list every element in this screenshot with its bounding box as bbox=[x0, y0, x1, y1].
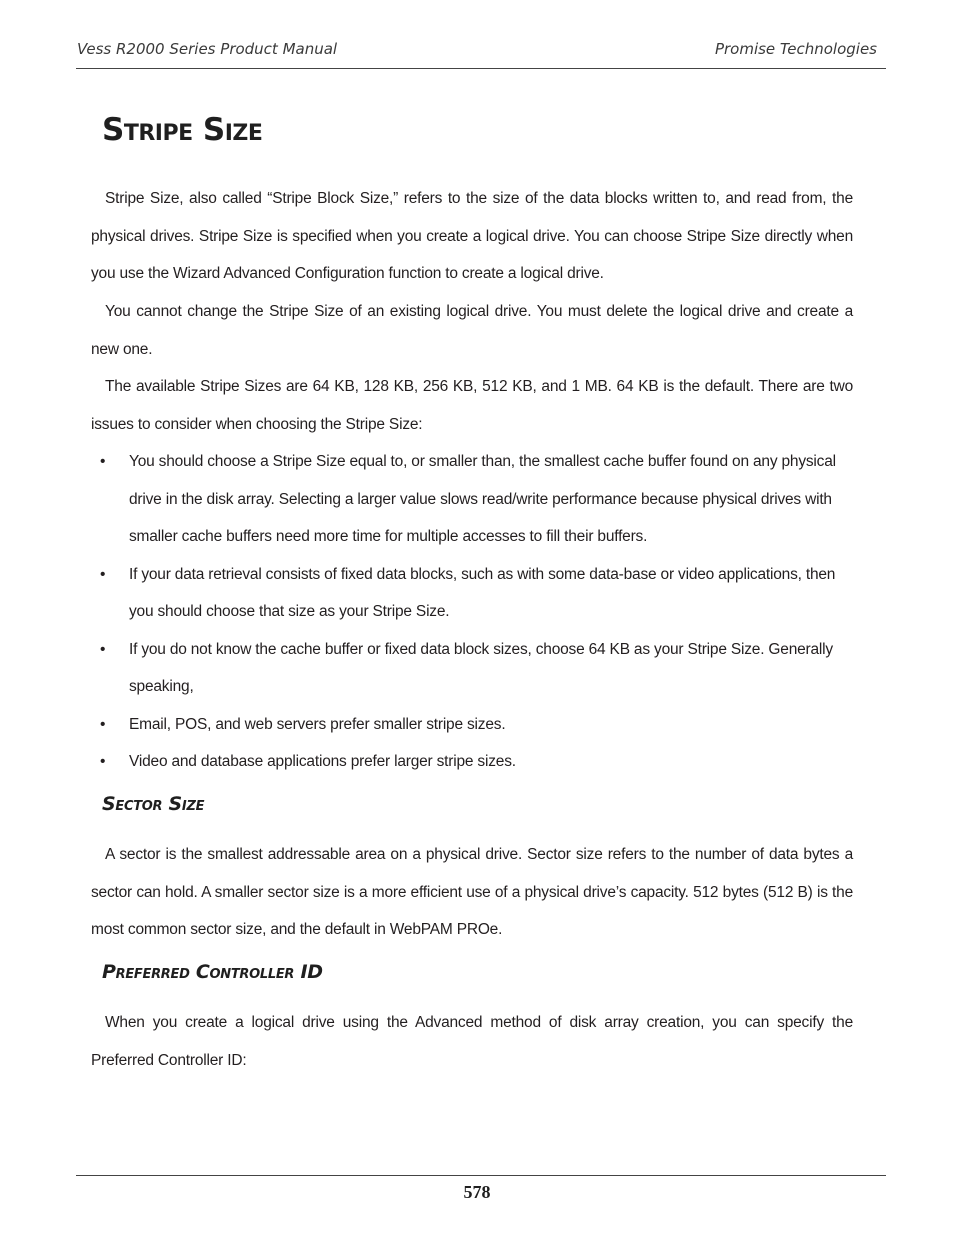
list-item bbox=[91, 706, 853, 744]
list-item bbox=[91, 743, 853, 781]
bullet-icon: • bbox=[100, 753, 106, 770]
sector-size-paragraph: A sector is the smallest addressable area on a physical drive. Sector size refers to the number of data bytes a sector can hold. A smaller sector size is a more efficient use of a physical drive’s capacity. 512 bytes (512 B) is the most common sector size, and the default in WebPAM PROe. bbox=[91, 846, 853, 938]
list-item-text: Email, POS, and web servers prefer smaller stripe sizes. bbox=[129, 715, 506, 733]
footer-divider bbox=[76, 1175, 886, 1176]
list-item bbox=[91, 631, 853, 706]
list-item-text: If your data retrieval consists of fixed data blocks, such as with some data-base or video applications, then you should choose that size as your Stripe Size. bbox=[129, 565, 836, 620]
bullet-icon: • bbox=[100, 715, 106, 733]
header-manual-title: Vess R2000 Series Product Manual bbox=[77, 40, 338, 58]
bullet-icon: • bbox=[100, 453, 106, 470]
section-title: Stripe Size bbox=[102, 112, 263, 148]
page-number: 578 bbox=[463, 1182, 491, 1202]
header-divider bbox=[76, 68, 886, 69]
stripe-size-paragraph-2: You cannot change the Stripe Size of an existing logical drive. You must delete the logical drive and create a new one. bbox=[91, 303, 853, 358]
bullet-icon: • bbox=[100, 640, 106, 658]
stripe-size-paragraph-1: Stripe Size, also called “Stripe Block Size,” refers to the size of the data blocks written to, and read from, the physical drives. Stripe Size is specified when you create a logical drive. You can choose Stripe Size directly when you use the Wizard Advanced Configuration function to create a logical drive. bbox=[91, 190, 853, 282]
list-item-text: Video and database applications prefer larger stripe sizes. bbox=[129, 753, 516, 770]
sector-size-heading: Sector Size bbox=[102, 793, 205, 815]
list-item bbox=[91, 556, 853, 631]
preferred-controller-paragraph: When you create a logical drive using the Advanced method of disk array creation, you can specify the Preferred Controller ID: bbox=[91, 1014, 853, 1069]
preferred-controller-heading: Preferred Controller ID bbox=[102, 961, 323, 983]
stripe-size-paragraph-3: The available Stripe Sizes are 64 KB, 128 KB, 256 KB, 512 KB, and 1 MB. 64 KB is the default. There are two issues to consider when choosing the Stripe Size: bbox=[91, 378, 853, 433]
stripe-size-bullet-list bbox=[91, 443, 853, 781]
list-item bbox=[91, 443, 853, 556]
bullet-icon: • bbox=[100, 565, 106, 583]
header-company: Promise Technologies bbox=[714, 40, 877, 58]
list-item-text: If you do not know the cache buffer or fixed data block sizes, choose 64 KB as your Stripe Size. Generally speaking, bbox=[129, 640, 833, 695]
list-item-text: You should choose a Stripe Size equal to, or smaller than, the smallest cache buffer found on any physical drive in the disk array. Selecting a larger value slows read/write performance because physical drives with smaller cache buffers need more time for multiple accesses to fill their buffers. bbox=[129, 453, 836, 545]
